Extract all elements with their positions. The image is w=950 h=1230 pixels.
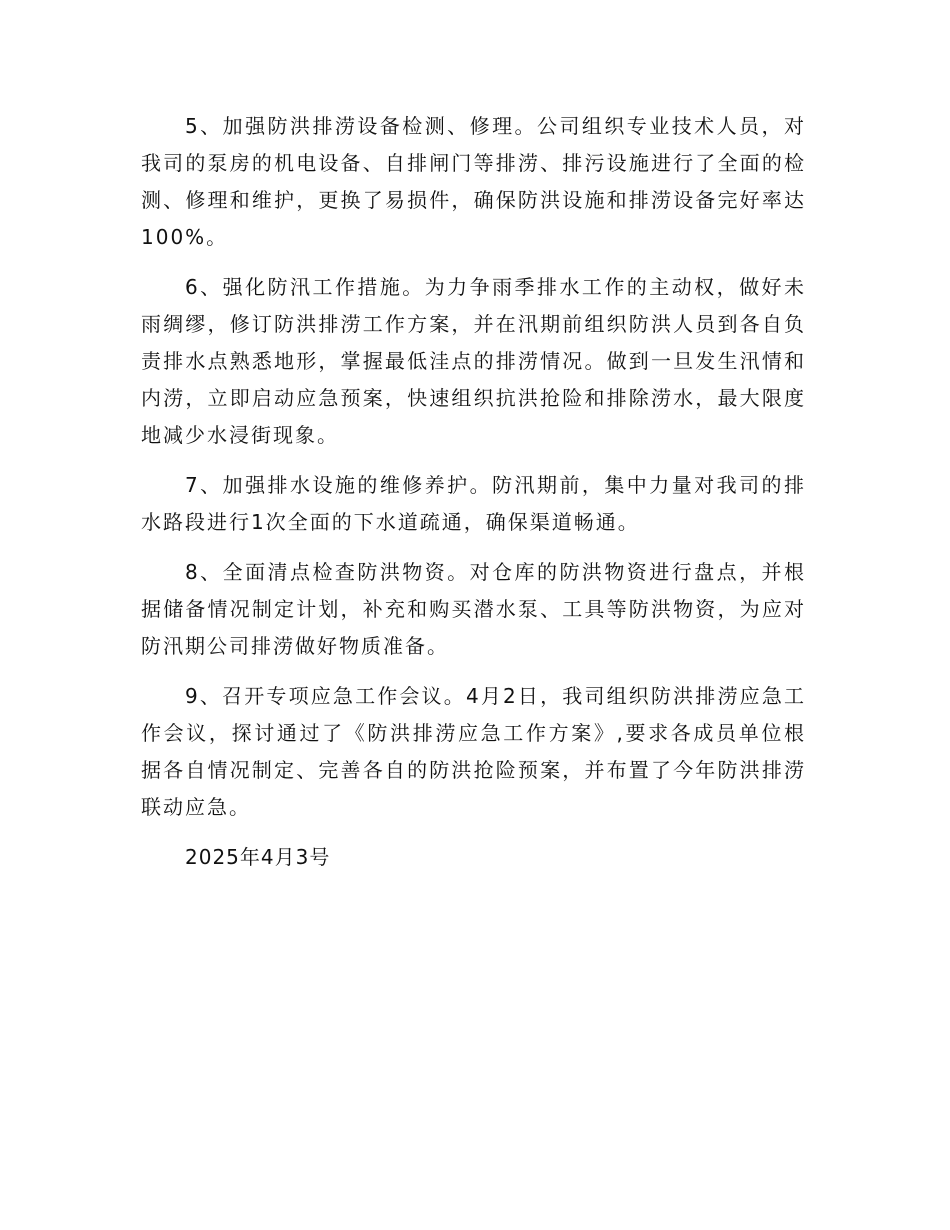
paragraph-item-8: 8、全面清点检查防洪物资。对仓库的防洪物资进行盘点，并根据储备情况制定计划，补充和购买潜水泵、工具等防洪物资，为应对防汛期公司排涝做好物质准备。 bbox=[141, 560, 806, 658]
document-date: 2025年4月3号 bbox=[185, 845, 331, 869]
document-body bbox=[141, 108, 806, 876]
paragraph-item-7: 7、加强排水设施的维修养护。防汛期前，集中力量对我司的排水路段进行1次全面的下水道疏通，确保渠道畅通。 bbox=[141, 473, 806, 534]
paragraph-item-9: 9、召开专项应急工作会议。4月2日，我司组织防洪排涝应急工作会议，探讨通过了《防洪排涝应急工作方案》,要求各成员单位根据各自情况制定、完善各自的防洪抢险预案，并布置了今年防洪排涝联动应急。 bbox=[141, 684, 806, 819]
paragraph-item-6: 6、强化防汛工作措施。为力争雨季排水工作的主动权，做好未雨绸缪，修订防洪排涝工作方案，并在汛期前组织防洪人员到各自负责排水点熟悉地形，掌握最低洼点的排涝情况。做到一旦发生汛情和内涝，立即启动应急预案，快速组织抗洪抢险和排除涝水，最大限度地减少水浸街现象。 bbox=[141, 275, 806, 447]
paragraph-item-5: 5、加强防洪排涝设备检测、修理。公司组织专业技术人员，对我司的泵房的机电设备、自排闸门等排涝、排污设施进行了全面的检测、修理和维护，更换了易损件，确保防洪设施和排涝设备完好率达100%。 bbox=[141, 114, 806, 249]
